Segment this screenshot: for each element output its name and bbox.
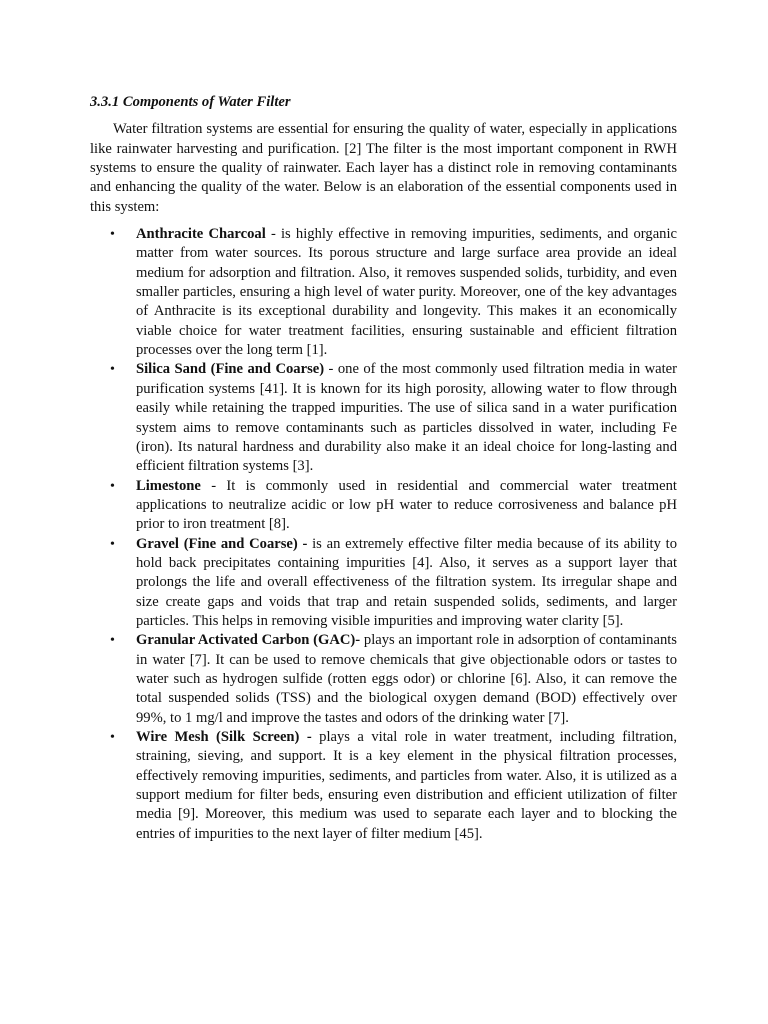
component-description: plays an important role in adsorption of contaminants in water [7]. It can be used to remove chemicals that give objectionable odors or tastes to water such as hydrogen sulfide (rotten eggs odor) or chlorine [6]. Also, it can remove the total suspended solids (TSS) and the biological oxygen demand (BOD) effectively over 99%, to 1 mg/l and improve the tastes and odors of the drinking water [7]. [136, 632, 677, 726]
list-item-wire-mesh [90, 728, 677, 844]
component-term: Anthracite Charcoal [136, 226, 266, 243]
component-description: is an extremely effective filter media because of its ability to hold back precipitates containing impurities [4]. Also, it serves as a support layer that prolongs the life and overall effectiveness of the filtration system. Its irregular shape and size create gaps and voids that trap and retain suspended solids, sediments, and larger particles. This helps in removing visible impurities and improving water clarity [5]. [136, 535, 677, 629]
bullet-icon: • [110, 536, 115, 552]
component-description: - is highly effective in removing impurities, sediments, and organic matter from water sources. Its porous structure and large surface area provide an ideal medium for adsorption and filtration. Also, it removes suspended solids, turbidity, and even smaller particles, ensuring a high level of water purity. Moreover, one of the key advantages of Anthracite is its exceptional durability and longevity. This makes it an economically viable choice for water treatment facilities, ensuring sustainable and efficient filtration processes over the long term [1]. [136, 226, 678, 359]
bullet-icon: • [110, 362, 115, 378]
list-item-silica-sand [90, 360, 677, 476]
component-term: Wire Mesh (Silk Screen) - [136, 729, 312, 745]
bullet-icon: • [110, 730, 115, 745]
list-item-limestone [90, 477, 677, 535]
document-page [90, 93, 677, 844]
component-term: Gravel (Fine and Coarse) - [136, 535, 308, 552]
bullet-icon: • [110, 633, 115, 649]
intro-paragraph: Water filtration systems are essential for ensuring the quality of water, especially in applications like rainwater harvesting and purification. [2] The filter is the most important component in RWH systems to ensure the quality of rainwater. Each layer has a distinct role in removing contaminants and enhancing the quality of the water. Below is an elaboration of the essential components used in this system: [90, 121, 677, 215]
list-item-granular-activated-carbon [90, 631, 677, 728]
list-item-gravel [90, 535, 677, 632]
component-term: Limestone [136, 477, 201, 494]
component-description: plays a vital role in water treatment, including filtration, straining, sieving, and support. It is a key element in the physical filtration processes, effectively removing impurities, sediments, and particles from water. Also, it is utilized as a support medium for filter beds, ensuring even distribution and efficient utilization of filter media [9]. Moreover, this medium was used to separate each layer and to blocking the entries of impurities to the next layer of filter medium [45]. [136, 729, 677, 842]
section-heading: 3.3.1 Components of Water Filter [90, 94, 291, 110]
component-term: Silica Sand (Fine and Coarse) [136, 361, 325, 378]
list-item-anthracite-charcoal [90, 225, 677, 360]
component-description: - It is commonly used in residential and commercial water treatment applications to neutralize acidic or low pH water to reduce corrosiveness and balance pH prior to iron treatment [8]. [136, 477, 677, 533]
component-description: - one of the most commonly used filtration media in water purification systems [41]. It is known for its high porosity, allowing water to flow through easily while retaining the trapped impurities. The use of silica sand in a water purification system aims to remove contaminants such as particles dissolved in water, including Fe (iron). Its natural hardness and durability also make it an ideal choice for long-lasting and efficient filtration systems [3]. [136, 361, 678, 475]
component-term: Granular Activated Carbon (GAC)- [136, 632, 361, 649]
bullet-icon: • [110, 227, 115, 243]
components-list [90, 225, 677, 844]
bullet-icon: • [110, 478, 115, 494]
